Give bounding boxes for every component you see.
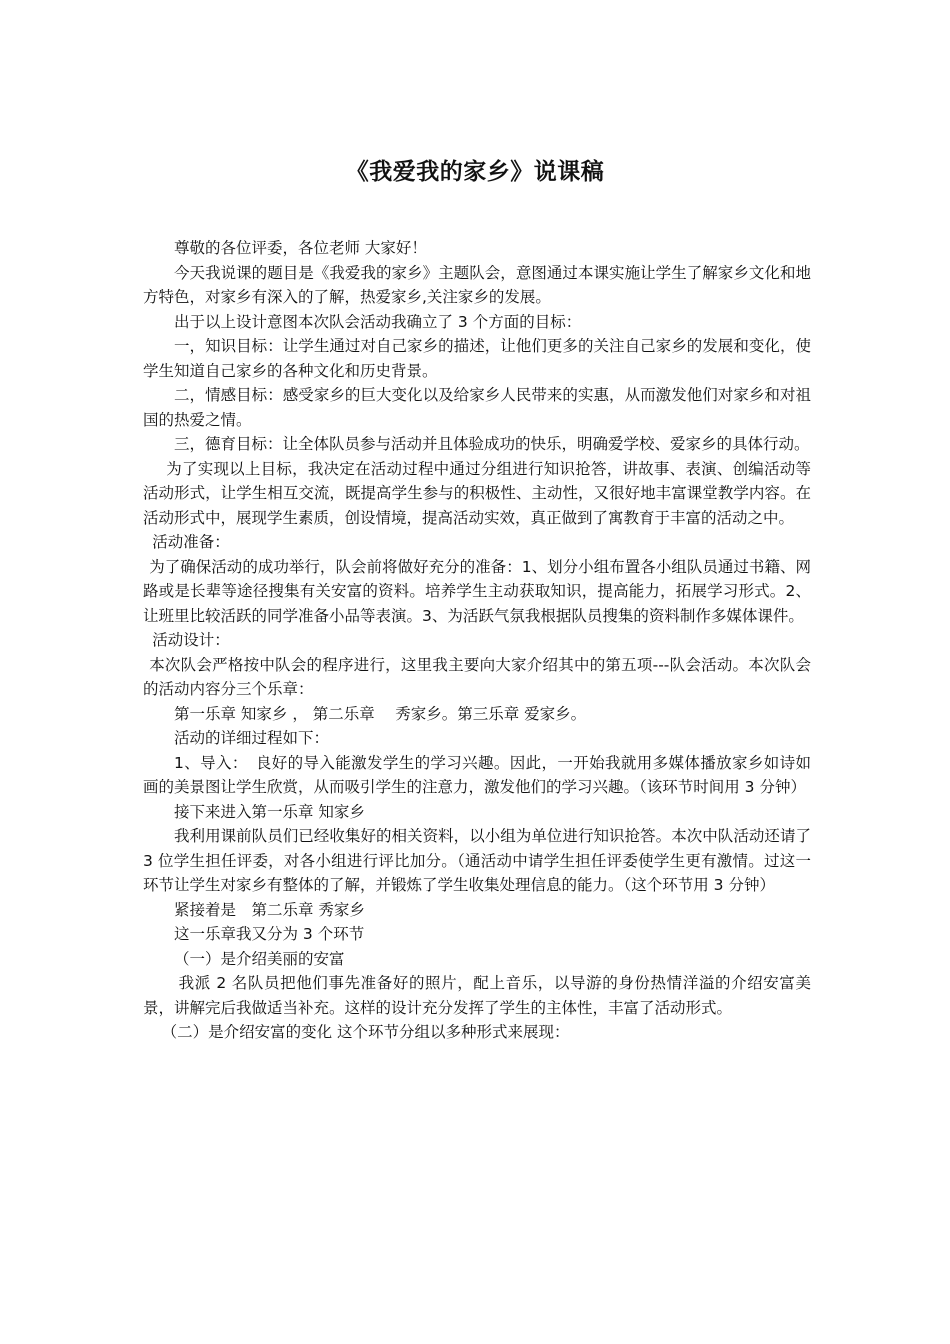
paragraph-movement-one-heading: 接下来进入第一乐章 知家乡 xyxy=(174,802,365,821)
paragraph-movements: 第一乐章 知家乡 ， 第二乐章 秀家乡。第三乐章 爱家乡。 xyxy=(174,704,587,723)
paragraph-part-one: 我派 2 名队员把他们事先准备好的照片，配上音乐，以导游的身份热情洋溢的介绍安富美景，讲解完后我做适当补充。这样的设计充分发挥了学生的主体性，丰富了活动形式。 xyxy=(143,974,811,1017)
document-body xyxy=(143,236,811,1045)
paragraph-preparation: 为了确保活动的成功举行，队会前将做好充分的准备：1、划分小组布置各小组队员通过书籍、网路或是长辈等途径搜集有关安富的资料。培养学生主动获取知识，提高能力，拓展学习形式。2、让班里比较活跃的同学准备小品等表演。3、为活跃气氛我根据队员搜集的资料制作多媒体课件。 xyxy=(143,557,811,625)
paragraph-goal-emotion: 二，情感目标：感受家乡的巨大变化以及给家乡人民带来的实惠，从而激发他们对家乡和对祖国的热爱之情。 xyxy=(143,386,811,429)
paragraph-design: 本次队会严格按中队会的程序进行，这里我主要向大家介绍其中的第五项---队会活动。本次队会的活动内容分三个乐章： xyxy=(143,655,811,698)
paragraph-movement-one: 我利用课前队员们已经收集好的相关资料，以小组为单位进行知识抢答。本次中队活动还请了 3 位学生担任评委，对各小组进行评比加分。（通活动中请学生担任评委使学生更有激情。过这一环节让学生对家乡有整体的了解，并锻炼了学生收集处理信息的能力。（这个环节用 3 分钟） xyxy=(143,827,811,894)
document-title: 《我爱我的家乡》说课稿 xyxy=(345,159,605,185)
paragraph-part-two-heading: （二）是介绍安富的变化 这个环节分组以多种形式来展现： xyxy=(161,1023,570,1041)
paragraph-greeting: 尊敬的各位评委，各位老师 大家好！ xyxy=(174,239,427,257)
paragraph-design-heading: 活动设计： xyxy=(152,631,230,649)
paragraph-methods: 为了实现以上目标，我决定在活动过程中通过分组进行知识抢答，讲故事、表演、创编活动等活动形式，让学生相互交流，既提高学生参与的积极性、主动性，又很好地丰富课堂教学内容。在活动形式中，展现学生素质，创设情境，提高活动实效，真正做到了寓教育于丰富的活动之中。 xyxy=(143,459,811,527)
paragraph-introduction: 1、导入： 良好的导入能激发学生的学习兴趣。因此，一开始我就用多媒体播放家乡如诗如画的美景图让学生欣赏，从而吸引学生的注意力，激发他们的学习兴趣。（该环节时间用 3 分钟） xyxy=(143,753,811,796)
paragraph-process-heading: 活动的详细过程如下： xyxy=(174,729,330,747)
paragraph-movement-two-parts: 这一乐章我又分为 3 个环节 xyxy=(174,925,365,943)
paragraph-goals-intro: 出于以上设计意图本次队会活动我确立了 3 个方面的目标： xyxy=(174,312,582,331)
paragraph-topic: 今天我说课的题目是《我爱我的家乡》主题队会，意图通过本课实施让学生了解家乡文化和地方特色，对家乡有深入的了解，热爱家乡,关注家乡的发展。 xyxy=(143,263,811,306)
paragraph-goal-knowledge: 一，知识目标：让学生通过对自己家乡的描述，让他们更多的关注自己家乡的发展和变化，使学生知道自己家乡的各种文化和历史背景。 xyxy=(143,337,811,380)
paragraph-preparation-heading: 活动准备： xyxy=(152,533,230,551)
paragraph-movement-two-heading: 紧接着是 第二乐章 秀家乡 xyxy=(174,900,365,919)
paragraph-part-one-heading: （一）是介绍美丽的安富 xyxy=(174,949,345,968)
paragraph-goal-moral: 三，德育目标：让全体队员参与活动并且体验成功的快乐，明确爱学校、爱家乡的具体行动。 xyxy=(174,435,810,453)
